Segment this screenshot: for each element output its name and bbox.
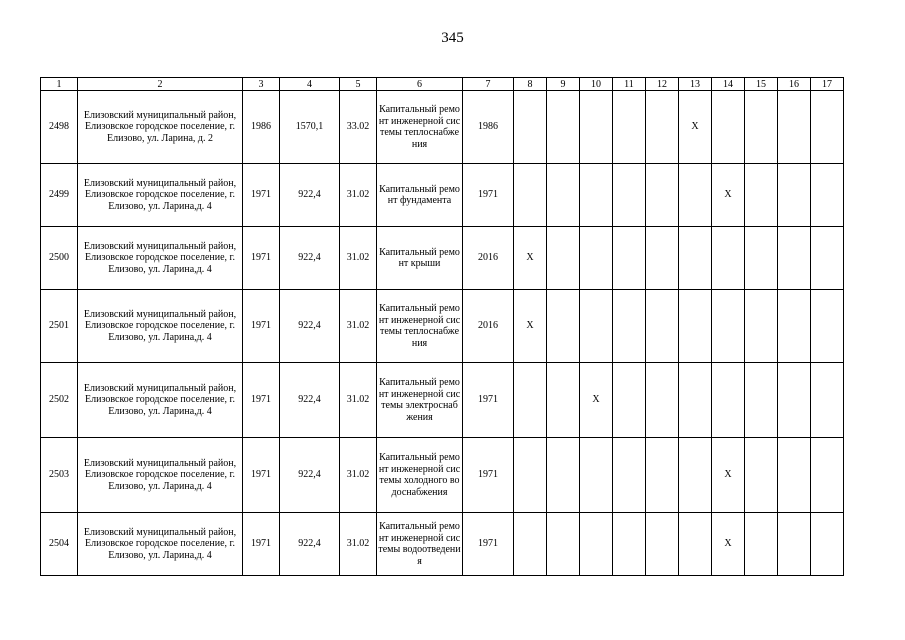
period-cell-8: X: [514, 227, 547, 290]
work-type-cell: Капитальный ремонт инженерной системы теплоснабжения: [377, 91, 463, 164]
table-row: [41, 290, 844, 363]
plan-year-cell: 1971: [463, 513, 514, 576]
period-cell-15: [745, 290, 778, 363]
period-cell-15: [745, 227, 778, 290]
period-cell-10: [580, 438, 613, 513]
period-cell-15: [745, 91, 778, 164]
column-header: 5: [340, 78, 377, 91]
work-type-cell: Капитальный ремонт инженерной системы электроснабжения: [377, 363, 463, 438]
work-type-cell: Капитальный ремонт инженерной системы теплоснабжения: [377, 290, 463, 363]
period-cell-10: [580, 164, 613, 227]
column-header: 2: [78, 78, 243, 91]
row-number-cell: 2504: [41, 513, 78, 576]
period-cell-11: [613, 164, 646, 227]
address-cell: Елизовский муниципальный район, Елизовское городское поселение, г. Елизово, ул. Ларина,д. 4: [78, 227, 243, 290]
period-cell-9: [547, 91, 580, 164]
period-cell-13: [679, 164, 712, 227]
period-cell-10: [580, 91, 613, 164]
column-header: 16: [778, 78, 811, 91]
address-cell: Елизовский муниципальный район, Елизовское городское поселение, г. Елизово, ул. Ларина,д. 4: [78, 363, 243, 438]
period-cell-9: [547, 513, 580, 576]
column-header: 17: [811, 78, 844, 91]
period-cell-17: [811, 91, 844, 164]
year-built-cell: 1971: [243, 164, 280, 227]
period-cell-9: [547, 438, 580, 513]
column-header: 13: [679, 78, 712, 91]
period-cell-10: X: [580, 363, 613, 438]
code-cell: 31.02: [340, 438, 377, 513]
period-cell-16: [778, 438, 811, 513]
code-cell: 31.02: [340, 290, 377, 363]
work-type-cell: Капитальный ремонт фундамента: [377, 164, 463, 227]
period-cell-15: [745, 363, 778, 438]
table-row: [41, 227, 844, 290]
code-cell: 31.02: [340, 227, 377, 290]
period-cell-16: [778, 91, 811, 164]
area-cell: 922,4: [280, 227, 340, 290]
column-header: 9: [547, 78, 580, 91]
address-cell: Елизовский муниципальный район, Елизовское городское поселение, г. Елизово, ул. Ларина,д. 4: [78, 290, 243, 363]
period-cell-8: [514, 513, 547, 576]
period-cell-16: [778, 164, 811, 227]
period-cell-14: X: [712, 438, 745, 513]
column-header: 8: [514, 78, 547, 91]
period-cell-8: [514, 363, 547, 438]
column-header: 3: [243, 78, 280, 91]
code-cell: 31.02: [340, 164, 377, 227]
period-cell-14: [712, 91, 745, 164]
table-row: [41, 363, 844, 438]
period-cell-15: [745, 164, 778, 227]
header-row: [41, 78, 844, 91]
period-cell-11: [613, 91, 646, 164]
period-cell-13: [679, 513, 712, 576]
year-built-cell: 1971: [243, 290, 280, 363]
period-cell-15: [745, 438, 778, 513]
plan-year-cell: 2016: [463, 227, 514, 290]
column-header: 7: [463, 78, 514, 91]
area-cell: 922,4: [280, 363, 340, 438]
plan-year-cell: 1986: [463, 91, 514, 164]
period-cell-11: [613, 438, 646, 513]
address-cell: Елизовский муниципальный район, Елизовское городское поселение, г. Елизово, ул. Ларина, д. 2: [78, 91, 243, 164]
column-header: 15: [745, 78, 778, 91]
area-cell: 922,4: [280, 290, 340, 363]
address-cell: Елизовский муниципальный район, Елизовское городское поселение, г. Елизово, ул. Ларина,д. 4: [78, 438, 243, 513]
code-cell: 31.02: [340, 363, 377, 438]
period-cell-11: [613, 363, 646, 438]
plan-year-cell: 2016: [463, 290, 514, 363]
row-number-cell: 2498: [41, 91, 78, 164]
period-cell-8: X: [514, 290, 547, 363]
column-header: 11: [613, 78, 646, 91]
period-cell-17: [811, 363, 844, 438]
column-header: 12: [646, 78, 679, 91]
period-cell-8: [514, 438, 547, 513]
period-cell-17: [811, 290, 844, 363]
period-cell-13: [679, 363, 712, 438]
row-number-cell: 2500: [41, 227, 78, 290]
year-built-cell: 1971: [243, 513, 280, 576]
period-cell-17: [811, 513, 844, 576]
period-cell-12: [646, 438, 679, 513]
column-header: 10: [580, 78, 613, 91]
column-header: 4: [280, 78, 340, 91]
work-type-cell: Капитальный ремонт инженерной системы холодного водоснабжения: [377, 438, 463, 513]
period-cell-16: [778, 290, 811, 363]
period-cell-11: [613, 513, 646, 576]
area-cell: 922,4: [280, 438, 340, 513]
period-cell-14: X: [712, 513, 745, 576]
row-number-cell: 2502: [41, 363, 78, 438]
address-cell: Елизовский муниципальный район, Елизовское городское поселение, г. Елизово, ул. Ларина,д. 4: [78, 513, 243, 576]
period-cell-9: [547, 227, 580, 290]
year-built-cell: 1971: [243, 363, 280, 438]
period-cell-14: X: [712, 164, 745, 227]
period-cell-13: [679, 438, 712, 513]
year-built-cell: 1971: [243, 438, 280, 513]
period-cell-15: [745, 513, 778, 576]
row-number-cell: 2503: [41, 438, 78, 513]
period-cell-13: [679, 227, 712, 290]
plan-year-cell: 1971: [463, 363, 514, 438]
year-built-cell: 1986: [243, 91, 280, 164]
period-cell-12: [646, 513, 679, 576]
period-cell-12: [646, 290, 679, 363]
period-cell-14: [712, 363, 745, 438]
period-cell-12: [646, 164, 679, 227]
area-cell: 922,4: [280, 164, 340, 227]
register-table: [40, 77, 844, 576]
period-cell-9: [547, 164, 580, 227]
period-cell-16: [778, 227, 811, 290]
year-built-cell: 1971: [243, 227, 280, 290]
period-cell-13: X: [679, 91, 712, 164]
period-cell-10: [580, 290, 613, 363]
area-cell: 1570,1: [280, 91, 340, 164]
row-number-cell: 2501: [41, 290, 78, 363]
table-row: [41, 513, 844, 576]
address-cell: Елизовский муниципальный район, Елизовское городское поселение, г. Елизово, ул. Ларина,д. 4: [78, 164, 243, 227]
code-cell: 31.02: [340, 513, 377, 576]
page-number: 345: [441, 30, 464, 46]
table-row: [41, 91, 844, 164]
period-cell-11: [613, 227, 646, 290]
area-cell: 922,4: [280, 513, 340, 576]
period-cell-16: [778, 363, 811, 438]
column-header: 6: [377, 78, 463, 91]
work-type-cell: Капитальный ремонт крыши: [377, 227, 463, 290]
period-cell-13: [679, 290, 712, 363]
period-cell-16: [778, 513, 811, 576]
plan-year-cell: 1971: [463, 438, 514, 513]
period-cell-10: [580, 513, 613, 576]
work-type-cell: Капитальный ремонт инженерной системы водоотведения: [377, 513, 463, 576]
period-cell-17: [811, 227, 844, 290]
period-cell-11: [613, 290, 646, 363]
table-row: [41, 164, 844, 227]
period-cell-12: [646, 91, 679, 164]
period-cell-17: [811, 164, 844, 227]
column-header: 1: [41, 78, 78, 91]
row-number-cell: 2499: [41, 164, 78, 227]
column-header: 14: [712, 78, 745, 91]
period-cell-10: [580, 227, 613, 290]
period-cell-8: [514, 91, 547, 164]
period-cell-12: [646, 363, 679, 438]
plan-year-cell: 1971: [463, 164, 514, 227]
period-cell-8: [514, 164, 547, 227]
table-row: [41, 438, 844, 513]
period-cell-9: [547, 363, 580, 438]
period-cell-12: [646, 227, 679, 290]
period-cell-17: [811, 438, 844, 513]
period-cell-14: [712, 227, 745, 290]
code-cell: 33.02: [340, 91, 377, 164]
period-cell-14: [712, 290, 745, 363]
period-cell-9: [547, 290, 580, 363]
